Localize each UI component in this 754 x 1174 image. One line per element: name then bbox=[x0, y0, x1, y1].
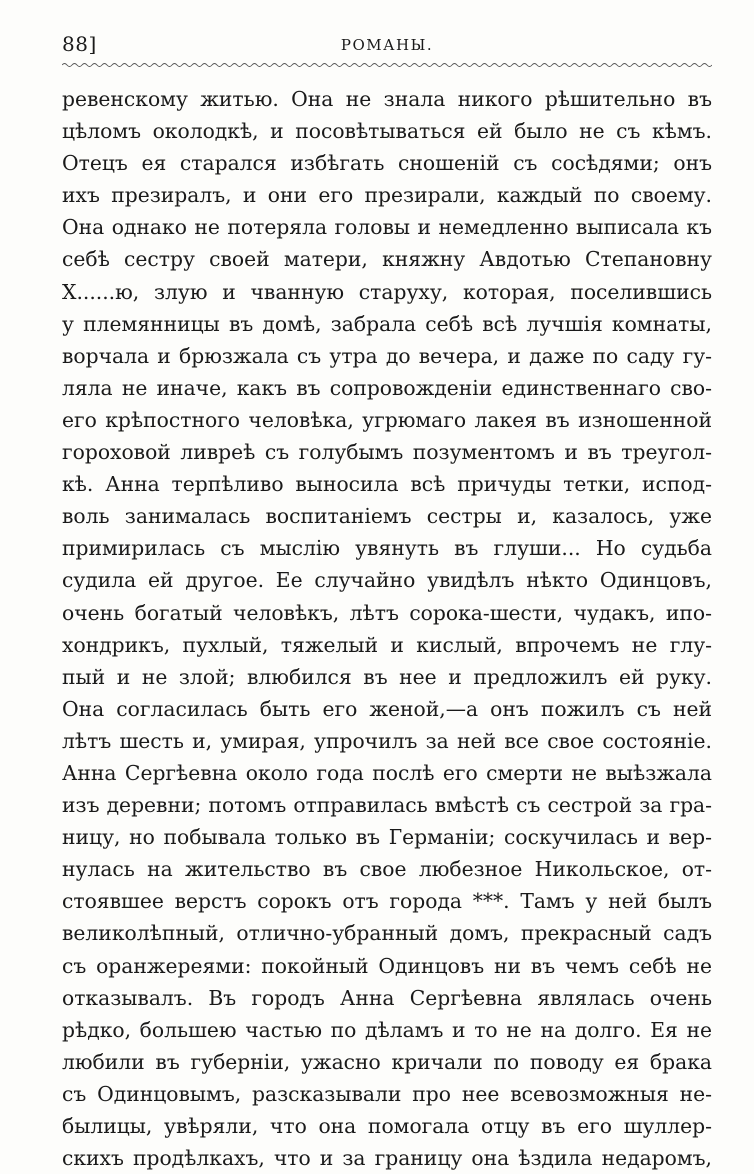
text-line: нулась на жительство въ свое любезное Никольское, от- bbox=[62, 857, 712, 882]
text-line: гороховой ливреѣ съ голубымъ позументомъ и въ треугол- bbox=[62, 440, 712, 465]
text-line: хондрикъ, пухлый, тяжелый и кислый, впрочемъ не глу- bbox=[62, 632, 712, 657]
text-line: пый и не злой; влюбился въ нее и предложилъ ей руку. bbox=[62, 664, 712, 689]
text-line: Анна Сергѣевна около года послѣ его смерти не выѣзжала bbox=[62, 760, 712, 785]
text-line: ихъ презиралъ, и они его презирали, каждый по своему. bbox=[62, 183, 712, 208]
text-line: Отецъ ея старался избѣгать сношеній съ сосѣдями; онъ bbox=[62, 151, 712, 176]
text-line: былицы, увѣряли, что она помогала отцу въ его шуллер- bbox=[62, 1114, 712, 1138]
text-line: ворчала и брюзжала съ утра до вечера, и даже по саду гу- bbox=[62, 343, 712, 368]
text-line: у племянницы въ домѣ, забрала себѣ всѣ лучшія комнаты, bbox=[62, 311, 712, 336]
text-line: себѣ сестру своей матери, княжну Авдотью Степановну bbox=[62, 247, 712, 272]
text-line: примирилась съ мыслію увянуть въ глуши... Но судьба bbox=[62, 536, 712, 561]
text-line: скихъ продѣлкахъ, что и за границу она ѣздила недаромъ, bbox=[62, 1146, 712, 1171]
page-header bbox=[62, 28, 712, 60]
text-line: стоявшее верстъ сорокъ отъ города ***. Тамъ у ней былъ bbox=[62, 889, 712, 914]
text-line: его крѣпостного человѣка, угрюмаго лакея въ изношенной bbox=[62, 407, 712, 432]
text-line: судила ей другое. Ее случайно увидѣлъ нѣкто Одинцовъ, bbox=[62, 568, 712, 593]
text-line: Х......ю, злую и чванную старуху, которая, поселившись bbox=[62, 279, 712, 304]
text-line: очень богатый человѣкъ, лѣтъ сорока-шести, чудакъ, ипо- bbox=[62, 600, 712, 625]
text-line: изъ деревни; потомъ отправилась вмѣстѣ съ сестрой за гра- bbox=[62, 793, 712, 818]
text-line: съ Одинцовымъ, разсказывали про нее всевозможныя не- bbox=[62, 1081, 712, 1106]
text-line: цѣломъ околодкѣ, и посовѣтываться ей было не съ кѣмъ. bbox=[62, 119, 712, 144]
text-line: отказывалъ. Въ городъ Анна Сергѣевна являлась очень bbox=[62, 985, 712, 1010]
text-line: Она однако не потеряла головы и немедленно выписала къ bbox=[62, 215, 712, 240]
text-line: Она согласилась быть его женой,—а онъ пожилъ съ ней bbox=[62, 696, 712, 721]
text-line: рѣдко, большею частью по дѣламъ и то не на долго. Ея не bbox=[62, 1017, 712, 1042]
text-line: кѣ. Анна терпѣливо выносила всѣ причуды тетки, испод- bbox=[62, 472, 712, 497]
header-wavy-rule bbox=[62, 62, 712, 68]
text-line: съ оранжереями: покойный Одинцовъ ни въ чемъ себѣ не bbox=[62, 953, 712, 978]
text-line: лѣтъ шесть и, умирая, упрочилъ за ней все свое состояніе. bbox=[62, 728, 712, 753]
text-line: ляла не иначе, какъ въ сопровожденіи единственнаго сво- bbox=[62, 375, 712, 400]
text-line: великолѣпный, отлично-убранный домъ, прекрасный садъ bbox=[62, 921, 712, 946]
body-text bbox=[62, 83, 712, 1174]
text-line: воль занималась воспитаніемъ сестры и, казалось, уже bbox=[62, 504, 712, 529]
text-line: ревенскому житью. Она не знала никого рѣшительно въ bbox=[62, 87, 712, 111]
text-line: ницу, но побывала только въ Германіи; соскучилась и вер- bbox=[62, 825, 712, 850]
page-number: 88] bbox=[62, 32, 97, 56]
running-title: РОМАНЫ. bbox=[340, 36, 434, 54]
text-line: любили въ губерніи, ужасно кричали по поводу ея брака bbox=[62, 1049, 712, 1074]
